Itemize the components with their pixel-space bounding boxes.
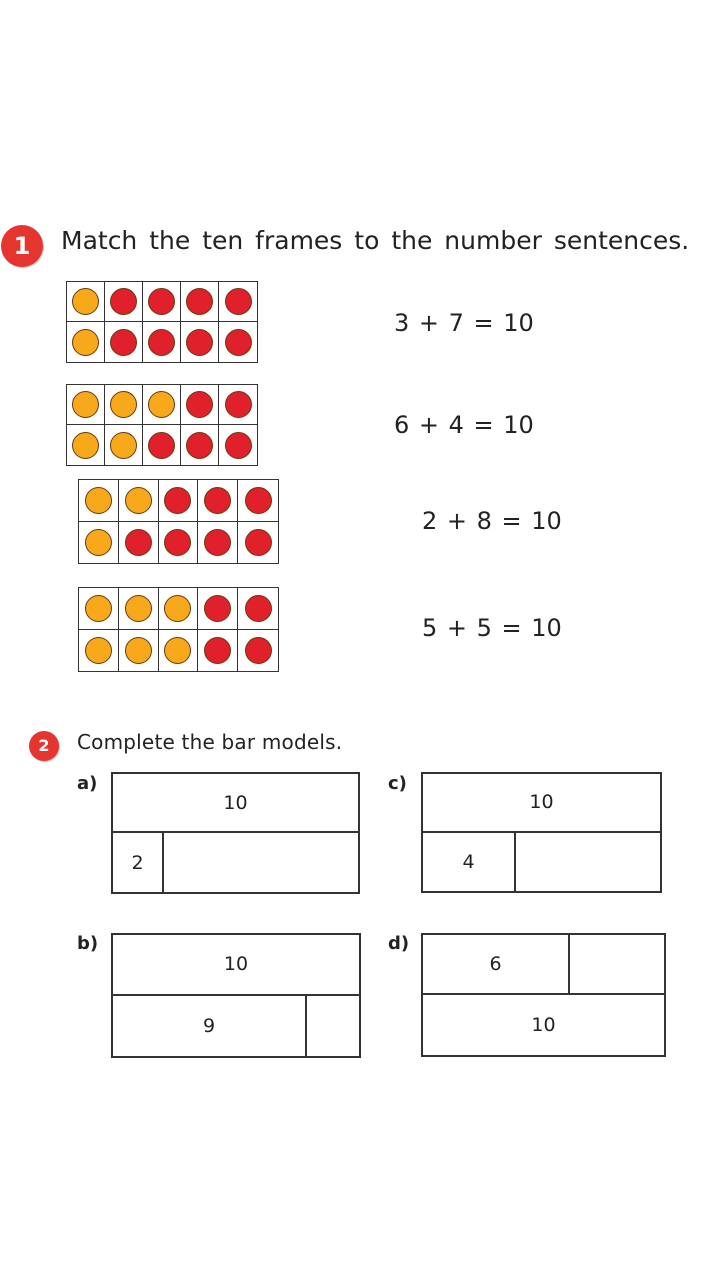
ten-frame-cell bbox=[79, 480, 119, 522]
red-counter bbox=[225, 329, 252, 356]
ten-frame-cell bbox=[238, 588, 278, 630]
ten-frame-cell bbox=[119, 480, 159, 522]
yellow-counter bbox=[72, 432, 99, 459]
ten-frame-4[interactable] bbox=[78, 587, 279, 672]
ten-frame-cell bbox=[181, 322, 219, 362]
yellow-counter bbox=[148, 391, 175, 418]
yellow-counter bbox=[125, 637, 152, 664]
part-c-label: c) bbox=[388, 773, 407, 794]
red-counter bbox=[204, 487, 231, 514]
ten-frame-cell bbox=[238, 630, 278, 672]
ten-frame-cell bbox=[105, 282, 143, 322]
question-2-badge: 2 bbox=[29, 731, 59, 761]
ten-frame-cell bbox=[105, 425, 143, 465]
question-1-instruction: Match the ten frames to the number sentences. bbox=[61, 226, 690, 255]
red-counter bbox=[110, 288, 137, 315]
yellow-counter bbox=[164, 637, 191, 664]
question-2-instruction: Complete the bar models. bbox=[77, 730, 343, 754]
ten-frame-cell bbox=[198, 630, 238, 672]
bar-d-part-blank[interactable] bbox=[568, 935, 664, 993]
red-counter bbox=[186, 432, 213, 459]
question-1-badge: 1 bbox=[1, 225, 43, 267]
ten-frame-cell bbox=[159, 522, 199, 564]
yellow-counter bbox=[125, 487, 152, 514]
bar-d-whole: 10 bbox=[531, 1014, 556, 1036]
ten-frame-cell bbox=[238, 522, 278, 564]
bar-a-whole: 10 bbox=[223, 791, 248, 814]
ten-frame-cell bbox=[79, 522, 119, 564]
red-counter bbox=[164, 487, 191, 514]
red-counter bbox=[245, 487, 272, 514]
red-counter bbox=[148, 329, 175, 356]
bar-b-part-known: 9 bbox=[202, 1014, 216, 1037]
red-counter bbox=[245, 637, 272, 664]
ten-frame-cell bbox=[79, 588, 119, 630]
ten-frame-cell bbox=[79, 630, 119, 672]
part-a-label: a) bbox=[77, 773, 98, 794]
bar-model-b bbox=[111, 933, 361, 1058]
bar-model-d bbox=[421, 933, 666, 1057]
ten-frame-cell bbox=[198, 588, 238, 630]
ten-frame-1[interactable] bbox=[66, 281, 258, 363]
red-counter bbox=[245, 595, 272, 622]
ten-frame-cell bbox=[181, 282, 219, 322]
ten-frame-cell bbox=[143, 322, 181, 362]
ten-frame-3[interactable] bbox=[78, 479, 279, 564]
red-counter bbox=[225, 288, 252, 315]
red-counter bbox=[186, 391, 213, 418]
yellow-counter bbox=[72, 329, 99, 356]
yellow-counter bbox=[164, 595, 191, 622]
red-counter bbox=[225, 432, 252, 459]
ten-frame-cell bbox=[67, 385, 105, 425]
part-b-label: b) bbox=[77, 933, 99, 954]
bar-c-part-blank[interactable] bbox=[514, 833, 660, 892]
ten-frame-cell bbox=[219, 425, 257, 465]
bar-b-part-blank[interactable] bbox=[305, 996, 359, 1057]
number-sentence-4[interactable]: 5 + 5 = 10 bbox=[422, 614, 562, 642]
bar-d-part-known: 6 bbox=[489, 953, 502, 975]
yellow-counter bbox=[85, 487, 112, 514]
ten-frame-cell bbox=[119, 588, 159, 630]
red-counter bbox=[204, 637, 231, 664]
red-counter bbox=[164, 529, 191, 556]
ten-frame-cell bbox=[219, 282, 257, 322]
red-counter bbox=[204, 595, 231, 622]
ten-frame-cell bbox=[238, 480, 278, 522]
bar-b-whole: 10 bbox=[223, 953, 249, 976]
ten-frame-cell bbox=[119, 630, 159, 672]
yellow-counter bbox=[72, 288, 99, 315]
yellow-counter bbox=[125, 595, 152, 622]
red-counter bbox=[148, 288, 175, 315]
ten-frame-cell bbox=[219, 322, 257, 362]
ten-frame-cell bbox=[67, 322, 105, 362]
ten-frame-cell bbox=[198, 480, 238, 522]
ten-frame-cell bbox=[119, 522, 159, 564]
yellow-counter bbox=[85, 595, 112, 622]
ten-frame-cell bbox=[198, 522, 238, 564]
ten-frame-cell bbox=[181, 385, 219, 425]
ten-frame-cell bbox=[67, 282, 105, 322]
yellow-counter bbox=[110, 432, 137, 459]
yellow-counter bbox=[85, 637, 112, 664]
ten-frame-cell bbox=[67, 425, 105, 465]
red-counter bbox=[148, 432, 175, 459]
red-counter bbox=[245, 529, 272, 556]
ten-frame-cell bbox=[105, 322, 143, 362]
bar-c-part-known: 4 bbox=[462, 850, 475, 873]
ten-frame-cell bbox=[143, 385, 181, 425]
red-counter bbox=[110, 329, 137, 356]
ten-frame-cell bbox=[159, 630, 199, 672]
part-d-label: d) bbox=[388, 933, 410, 954]
bar-a-part-known: 2 bbox=[131, 851, 144, 874]
ten-frame-cell bbox=[143, 282, 181, 322]
number-sentence-1[interactable]: 3 + 7 = 10 bbox=[394, 309, 534, 337]
red-counter bbox=[186, 329, 213, 356]
bar-a-part-blank[interactable] bbox=[162, 833, 358, 892]
ten-frame-cell bbox=[219, 385, 257, 425]
ten-frame-2[interactable] bbox=[66, 384, 258, 466]
bar-model-c bbox=[421, 772, 662, 893]
yellow-counter bbox=[85, 529, 112, 556]
red-counter bbox=[225, 391, 252, 418]
bar-c-whole: 10 bbox=[529, 791, 554, 814]
ten-frame-cell bbox=[159, 480, 199, 522]
number-sentence-2[interactable]: 6 + 4 = 10 bbox=[394, 411, 534, 439]
yellow-counter bbox=[110, 391, 137, 418]
red-counter bbox=[204, 529, 231, 556]
ten-frame-cell bbox=[159, 588, 199, 630]
ten-frame-cell bbox=[143, 425, 181, 465]
number-sentence-3[interactable]: 2 + 8 = 10 bbox=[422, 507, 562, 535]
ten-frame-cell bbox=[105, 385, 143, 425]
red-counter bbox=[125, 529, 152, 556]
bar-model-a bbox=[111, 772, 360, 894]
red-counter bbox=[186, 288, 213, 315]
yellow-counter bbox=[72, 391, 99, 418]
ten-frame-cell bbox=[181, 425, 219, 465]
